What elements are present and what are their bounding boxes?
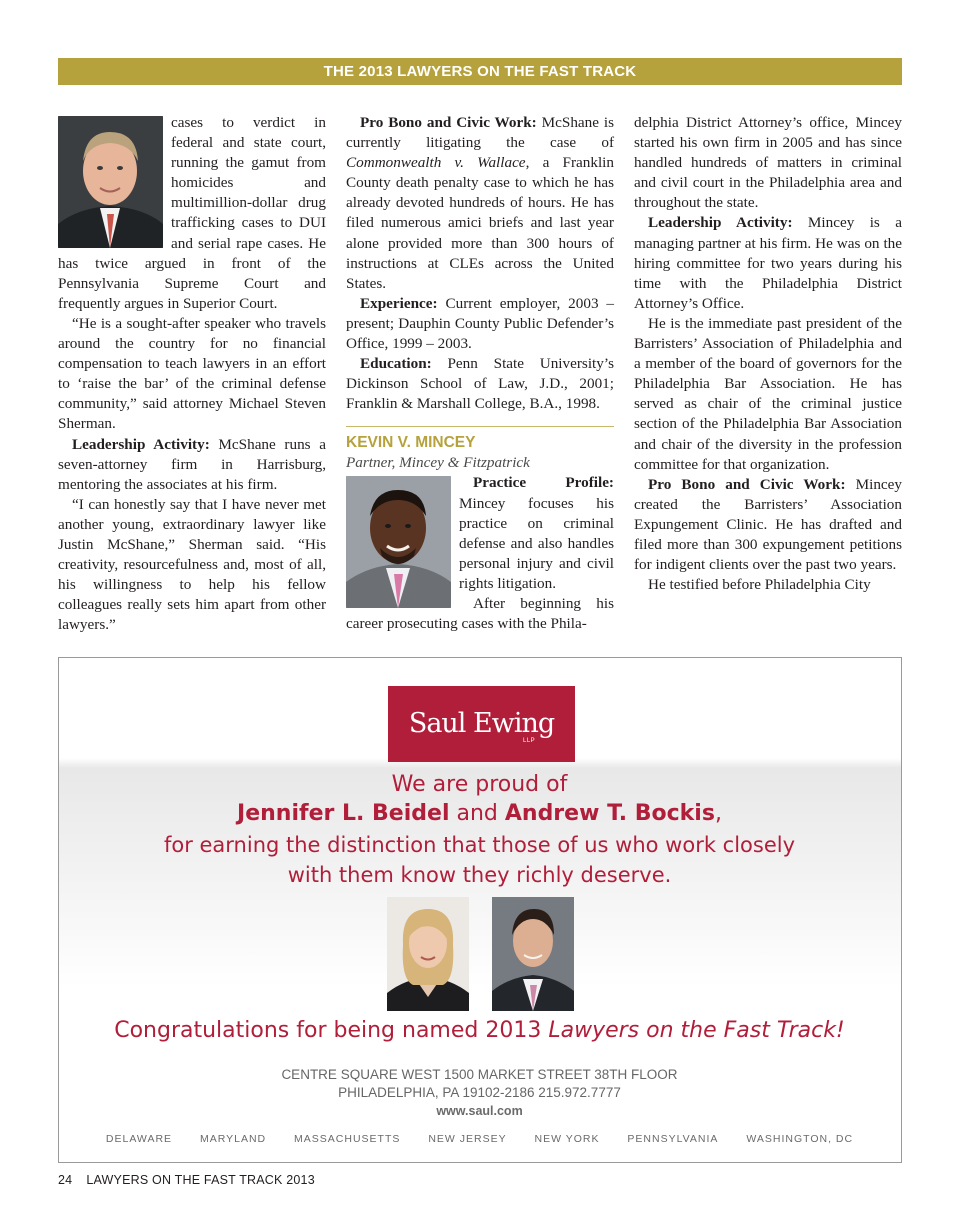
paragraph-text: McShane is currently litigating the case of — [346, 114, 614, 152]
office-state: NEW JERSEY — [428, 1133, 507, 1145]
paragraph: He is the immediate past president of the Barristers’ Association of Philadelphia and a member of the board of governors for the Philadelphia Bar Association. He has served as chair of the criminal justice section of the Philadelphia Bar Association and chair of the diversity in the profession committee for that organization. — [634, 314, 902, 473]
paragraph-text: Current employer, 2003 – present; Dauphin County Public Defender’s Office, 1999 – 2003. — [346, 294, 614, 353]
page-footer — [58, 1173, 315, 1187]
paragraph: “He is a sought-after speaker who travels around the country for no financial compensation to teach lawyers in an effort to ‘raise the bar’ of the criminal defense community,” said attorney Michael Steven Sherman. — [58, 314, 326, 433]
beidel-portrait — [387, 897, 469, 1011]
probono-label: Pro Bono and Civic Work: — [360, 114, 537, 131]
ad-tagline: for earning the distinction that those of us who work closely — [163, 833, 796, 857]
ad-website-link[interactable]: www.saul.com — [436, 1104, 523, 1118]
paragraph: After beginning his career prosecuting cases with the Phila- — [346, 594, 614, 633]
publication-title: LAWYERS ON THE FAST TRACK 2013 — [86, 1173, 315, 1187]
mcshane-portrait — [58, 116, 163, 248]
ad-proud-line: We are proud of — [391, 772, 568, 797]
paragraph: cases to verdict in federal and state court, running the gamut from homicides and multimillion-dollar drug trafficking cases to DUI and serial rape cases. He has twice argued in front of the Pennsylvania Supreme Court and frequently argues in Superior Court. — [58, 114, 326, 312]
paragraph — [634, 475, 902, 575]
lawyer-name-heading: KEVIN V. MINCEY — [346, 434, 476, 452]
probono-label: Pro Bono and Civic Work: — [648, 475, 846, 493]
leadership-label: Leadership Activity: — [72, 435, 210, 453]
paragraph-text: Mincey created the Barristers’ Association Expungement Clinic. He has drafted and filed more than 300 expungement petitions for indigent clients over the past two years. — [634, 475, 902, 574]
office-state: WASHINGTON, DC — [746, 1133, 854, 1145]
paragraph-text: , a Franklin County death penalty case to which he has already devoted hundreds of hours. He has filed numerous amici briefs and last year alone provided more than 300 hours of instructions at CLEs across the United States. — [346, 154, 614, 292]
ad-address-line: CENTRE SQUARE WEST 1500 MARKET STREET 38TH FLOOR — [281, 1067, 678, 1082]
paragraph — [346, 294, 614, 354]
practice-label: Practice Profile: — [473, 474, 614, 492]
bockis-portrait — [492, 897, 574, 1011]
honoree-name: Andrew T. Bockis — [504, 801, 715, 826]
article-column-1 — [58, 113, 326, 635]
leadership-label: Leadership Activity: — [648, 214, 793, 232]
ad-congrats-emphasis: Lawyers on the Fast Track! — [548, 1018, 845, 1043]
ad-punctuation: , — [714, 801, 722, 826]
case-name: Commonwealth v. Wallace — [346, 154, 526, 172]
office-states-list — [59, 1133, 900, 1145]
saul-ewing-logo — [388, 686, 575, 762]
paragraph-text: Penn State University’s Dickinson School of Law, J.D., 2001; Franklin & Marshall College, B.A., 1998. — [346, 355, 614, 413]
article-column-3 — [634, 113, 902, 595]
mincey-portrait — [346, 476, 451, 608]
paragraph-text: Mincey focuses his practice on criminal defense and also handles personal injury and civil rights litigation. — [459, 494, 614, 592]
paragraph: “I can honestly say that I have never met another young, extraordinary lawyer like Justin McShane,” Sherman said. “His creativity, resourcefulness and, most of all, his willingness to help his fellow colleagues really sets him apart from other lawyers.” — [58, 495, 326, 634]
office-state: MASSACHUSETTS — [294, 1133, 401, 1145]
lawyer-firm: Partner, Mincey & Fitzpatrick — [346, 454, 530, 472]
section-divider — [346, 426, 614, 427]
paragraph-text: Mincey is a managing partner at his firm. He was on the hiring committee for two years during his time with the Philadelphia District Attorney’s Office. — [634, 214, 902, 312]
saul-ewing-advertisement — [58, 657, 902, 1163]
section-banner: THE 2013 LAWYERS ON THE FAST TRACK — [58, 58, 902, 85]
honoree-name: Jennifer L. Beidel — [237, 801, 450, 826]
education-label: Education: — [360, 355, 432, 373]
logo-llp: LLP — [523, 738, 536, 744]
ad-address-line: PHILADELPHIA, PA 19102-2186 215.972.7777 — [338, 1085, 621, 1100]
paragraph: He testified before Philadelphia City — [648, 576, 871, 594]
office-state: PENNSYLVANIA — [627, 1133, 719, 1145]
page-number: 24 — [58, 1173, 73, 1187]
paragraph: delphia District Attorney’s office, Mincey started his own firm in 2005 and has since handled hundreds of matters in criminal and civil court in the Philadelphia area and throughout the state. — [634, 114, 902, 212]
office-state: NEW YORK — [534, 1133, 600, 1145]
experience-label: Experience: — [360, 294, 438, 312]
paragraph — [58, 435, 326, 495]
ad-congrats-text: Congratulations for being named 2013 — [114, 1018, 549, 1043]
office-state: DELAWARE — [105, 1133, 173, 1145]
ad-conjunction: and — [449, 801, 505, 826]
article-column-2 — [346, 113, 614, 634]
ad-tagline: with them know they richly deserve. — [287, 863, 672, 887]
ad-honorees-line — [59, 800, 900, 828]
office-state: MARYLAND — [199, 1133, 267, 1145]
paragraph — [346, 354, 614, 414]
ad-congratulations — [59, 1016, 900, 1046]
paragraph-text: McShane runs a seven-attorney firm in Harrisburg, mentoring the associates at his firm. — [58, 435, 326, 493]
paragraph — [634, 213, 902, 313]
logo-text: Saul Ewing — [408, 708, 555, 739]
paragraph — [346, 113, 614, 294]
